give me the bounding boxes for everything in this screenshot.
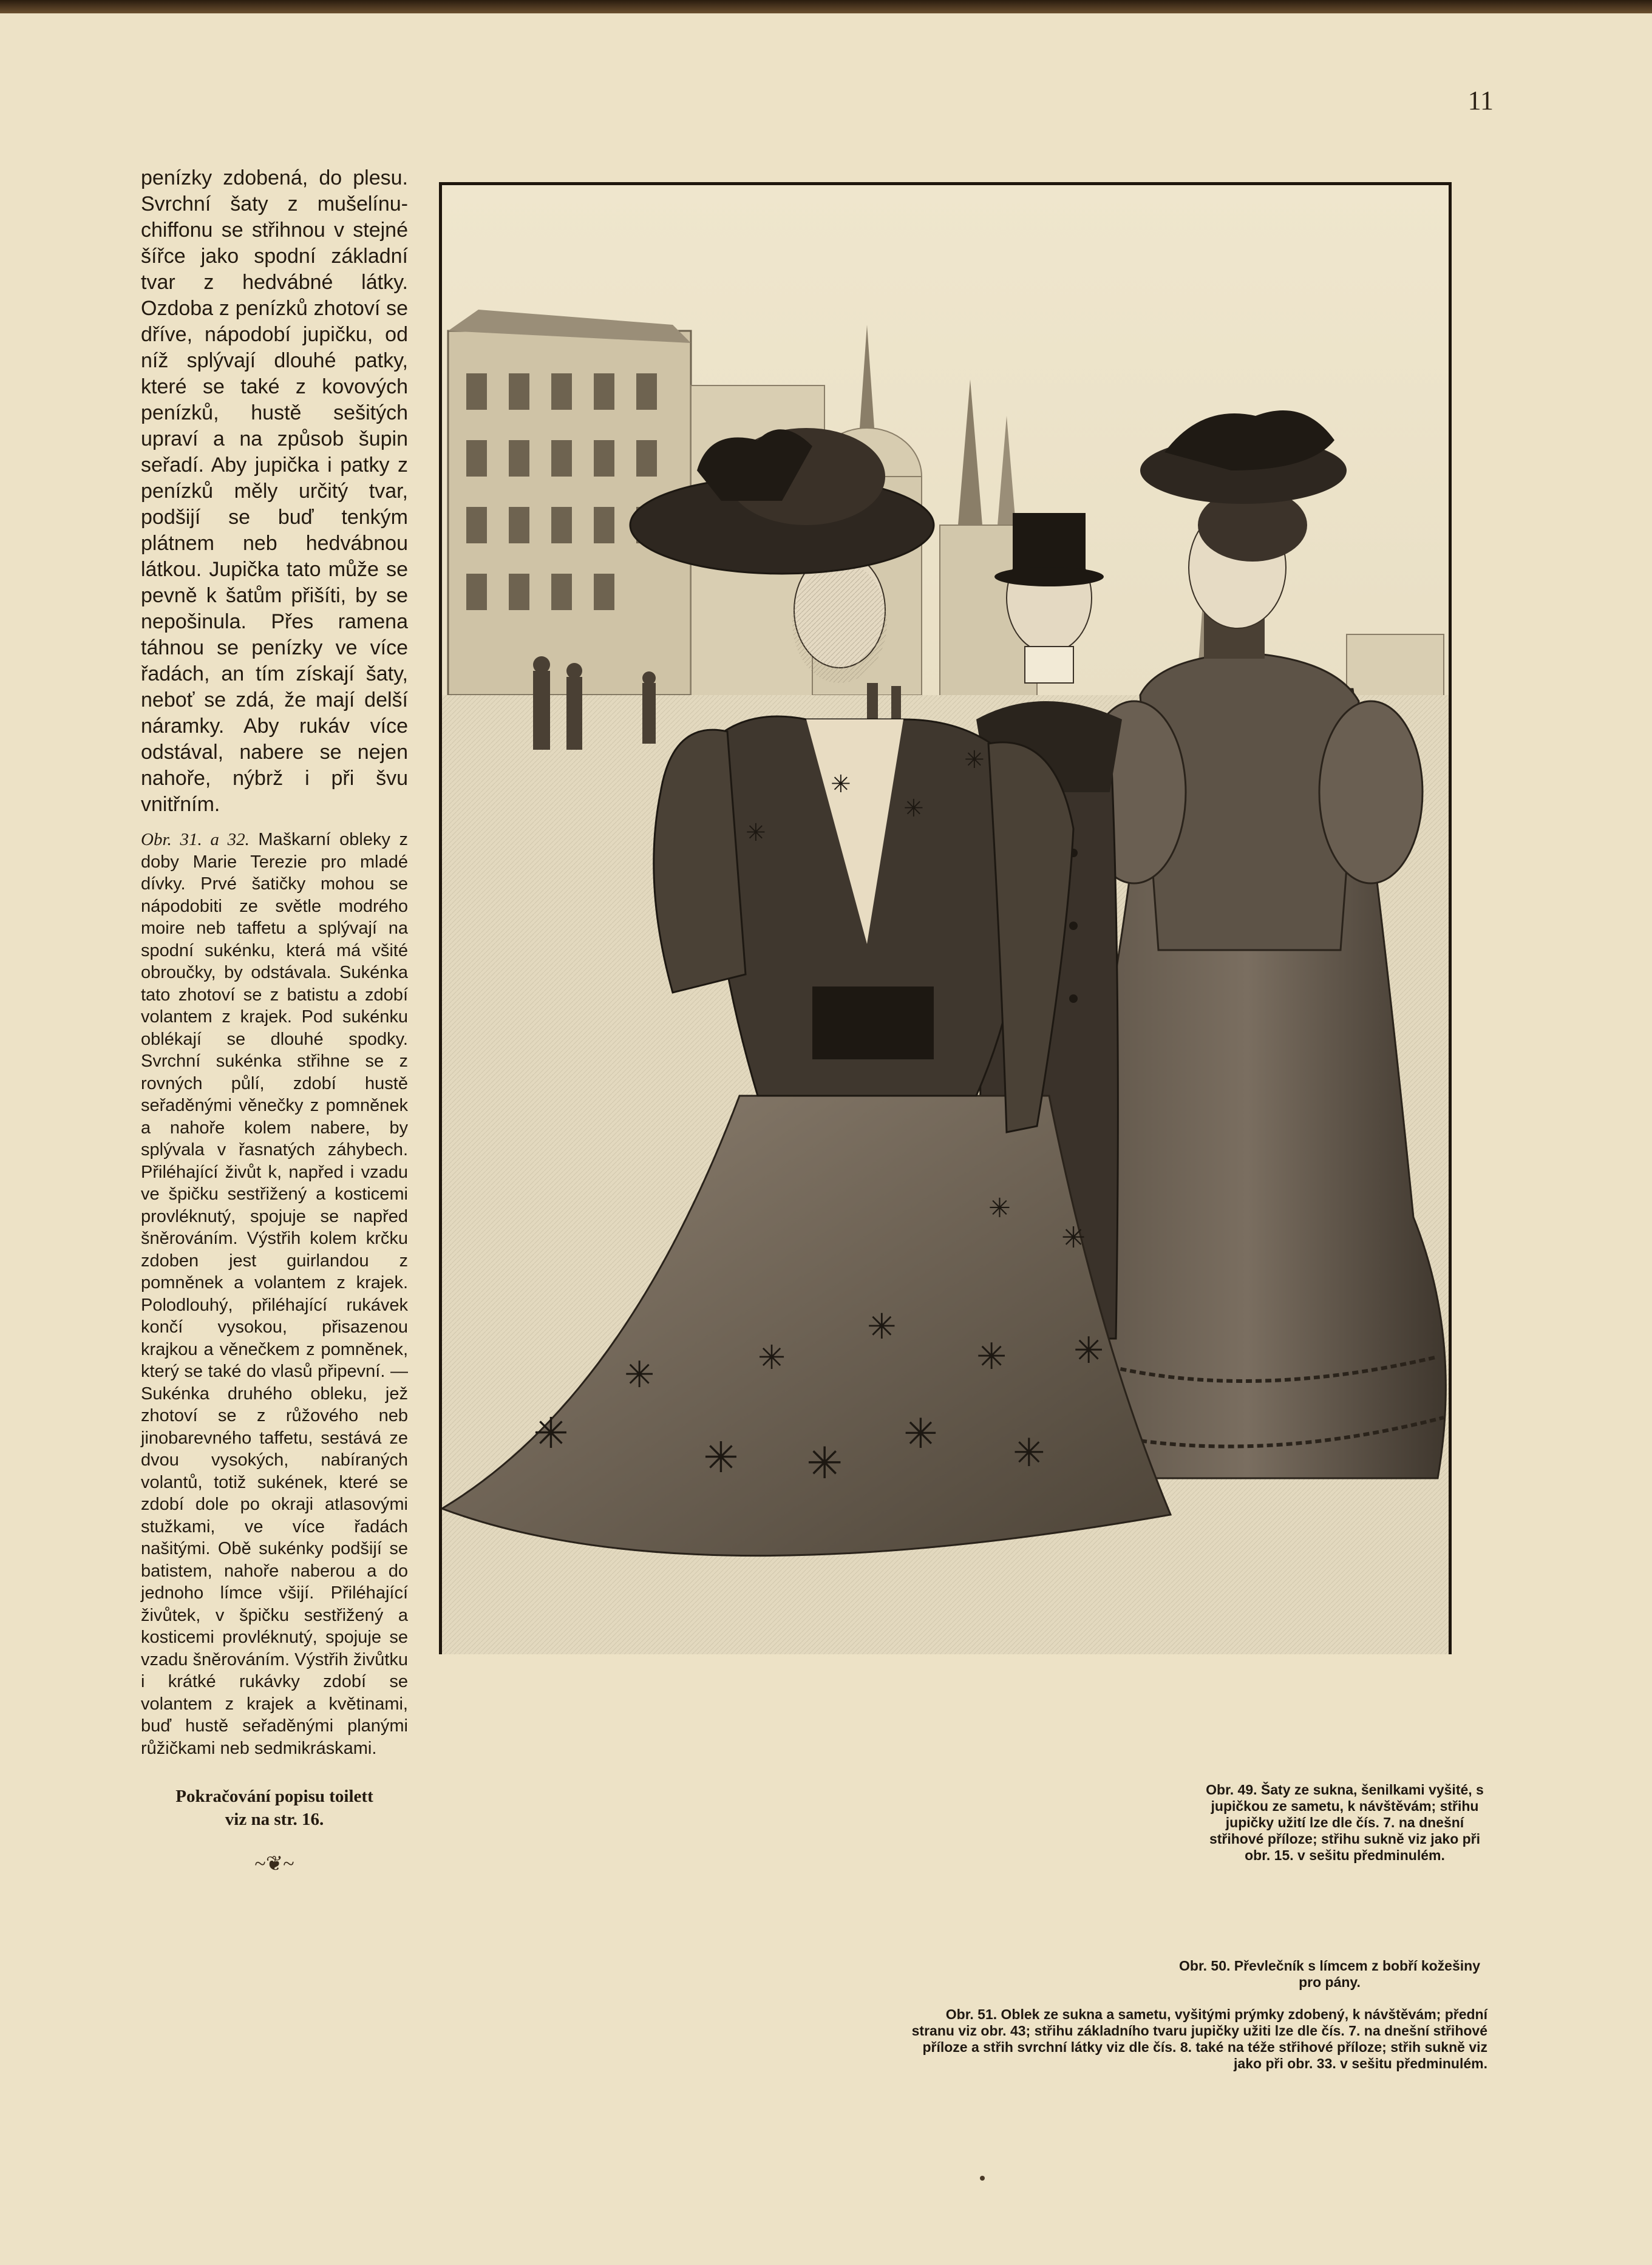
continuation-note — [141, 1785, 408, 1831]
text-column — [141, 165, 408, 1876]
page-number: 11 — [1467, 86, 1494, 115]
svg-text:✳: ✳ — [758, 1338, 786, 1377]
svg-text:✳: ✳ — [903, 795, 924, 823]
continuation-line-1: Pokračování popisu toilett — [175, 1787, 373, 1806]
svg-text:✳: ✳ — [624, 1354, 655, 1396]
ink-speck — [980, 2176, 985, 2181]
svg-text:✳: ✳ — [1013, 1431, 1045, 1476]
svg-text:✳: ✳ — [533, 1408, 569, 1458]
svg-text:✳: ✳ — [964, 746, 985, 774]
svg-text:✳: ✳ — [976, 1336, 1007, 1378]
continuation-line-2: viz na str. 16. — [225, 1810, 324, 1829]
page-top-edge — [0, 0, 1652, 13]
svg-text:✳: ✳ — [746, 819, 766, 847]
svg-text:✳: ✳ — [831, 770, 851, 798]
figure-reference: Obr. 31. a 32. — [141, 830, 250, 849]
fashion-illustration — [439, 182, 1452, 1654]
caption-obr-51: Obr. 51. Oblek ze sukna a sametu, vyšitými prýmky zdobený, k návštěvám; přední stranu viz obr. 43; střihu základního tvaru jupičky užiti lze dle čís. 7. na dnešní střihové příloze a střih svrchní látky viz dle čís. 8. také na téže střihové příloze; střih sukně viz jako při obr. 33. v sešitu předminulém. — [911, 2006, 1487, 2071]
svg-text:✳: ✳ — [806, 1438, 843, 1489]
svg-text:✳: ✳ — [867, 1306, 897, 1347]
caption-obr-49: Obr. 49. Šaty ze sukna, šenilkami vyšité, s jupičkou ze sametu, k návštěvám; střihu jupičky užití lze dle čís. 7. na dnešní střihové příloze; střihu sukně viz jako při obr. 15. v sešitu předminulém. — [1206, 1782, 1484, 1863]
svg-text:✳: ✳ — [1073, 1329, 1104, 1372]
svg-text:✳: ✳ — [1061, 1221, 1086, 1255]
svg-text:✳: ✳ — [903, 1410, 938, 1458]
svg-text:✳: ✳ — [988, 1193, 1011, 1224]
svg-text:✳: ✳ — [703, 1433, 739, 1482]
caption-obr-50: Obr. 50. Převlečník s límcem z bobří kožešiny pro pány. — [1179, 1958, 1480, 1990]
ornament-flourish-icon: ~❦~ — [254, 1853, 294, 1875]
paragraph-masquerade-costumes — [141, 829, 408, 1759]
paragraph-masquerade-text: Maškarní obleky z doby Marie Terezie pro mladé dívky. Prvé šatičky mohou se nápodobiti ze světle modrého moire neb taffetu a splývají na spodní sukénku, která má všité obroučky, by odstávala. Sukénka tato zhotoví se z batistu a zdobí volantem z krajek. Pod sukénku oblékají se dlouhé spodky. Svrchní sukénka střihne se z rovných půlí, zdobí hustě seřaděnými věnečky z pomněnek a nahoře kolem nabere, by splývala v řasnatých záhybech. Přiléhající živůt k, napřed i vzadu ve špičku sestřižený a kosticemi provléknutý, spojuje se napřed šněrováním. Výstřih kolem krčku zdoben jest guirlandou z pomněnek a volantem z krajek. Polodlouhý, přiléhající rukávek končí vysokou, přisazenou krajkou a věnečkem z pomněnek, který se také do vlasů připevní. — Sukénka druhého obleku, jež zhotoví se z růžového neb jinobarevného taffetu, sestává ze dvou vysokých, nabíraných volantů, totiž sukének, které se zdobí dole po okraji atlasovými stužkami, ve více řadách našitými. Obě sukénky podšijí se batistem, nahoře naberou a do jednoho límce všijí. Přiléhající živůtek, v špičku sestřižený a kosticemi provléknutý, spojuje se vzadu šněrováním. Výstřih živůtku i krátké rukávky zdobí se volantem z krajek a květinami, buď hustě seřaděnými planými růžičkami neb sedmikráskami. — [141, 830, 409, 1758]
engraving-drawing — [442, 185, 1449, 1654]
paragraph-toilette-description: penízky zdobená, do plesu. Svrchní šaty z mušelínu-chiffonu se střihnou v stejné šířce jako spodní základní tvar z hedvábné látky. Ozdoba z penízků zhotoví se dříve, nápodobí jupičku, od níž splývají dlouhé patky, které se také z kovových penízků, hustě sešitých upraví a na způsob šupin seřadí. Aby jupička i patky z penízků měly určitý tvar, podšijí se buď tenkým plátnem neb hedvábnou látkou. Jupička tato může se pevně k šatům přišíti, by se nepošinula. Přes ramena táhnou se penízky ve více řadách, an tím získají šaty, neboť se zdá, že mají delší náramky. Aby rukáv více odstával, nabere se nejen nahoře, nýbrž i při švu vnitřním. — [141, 166, 408, 816]
